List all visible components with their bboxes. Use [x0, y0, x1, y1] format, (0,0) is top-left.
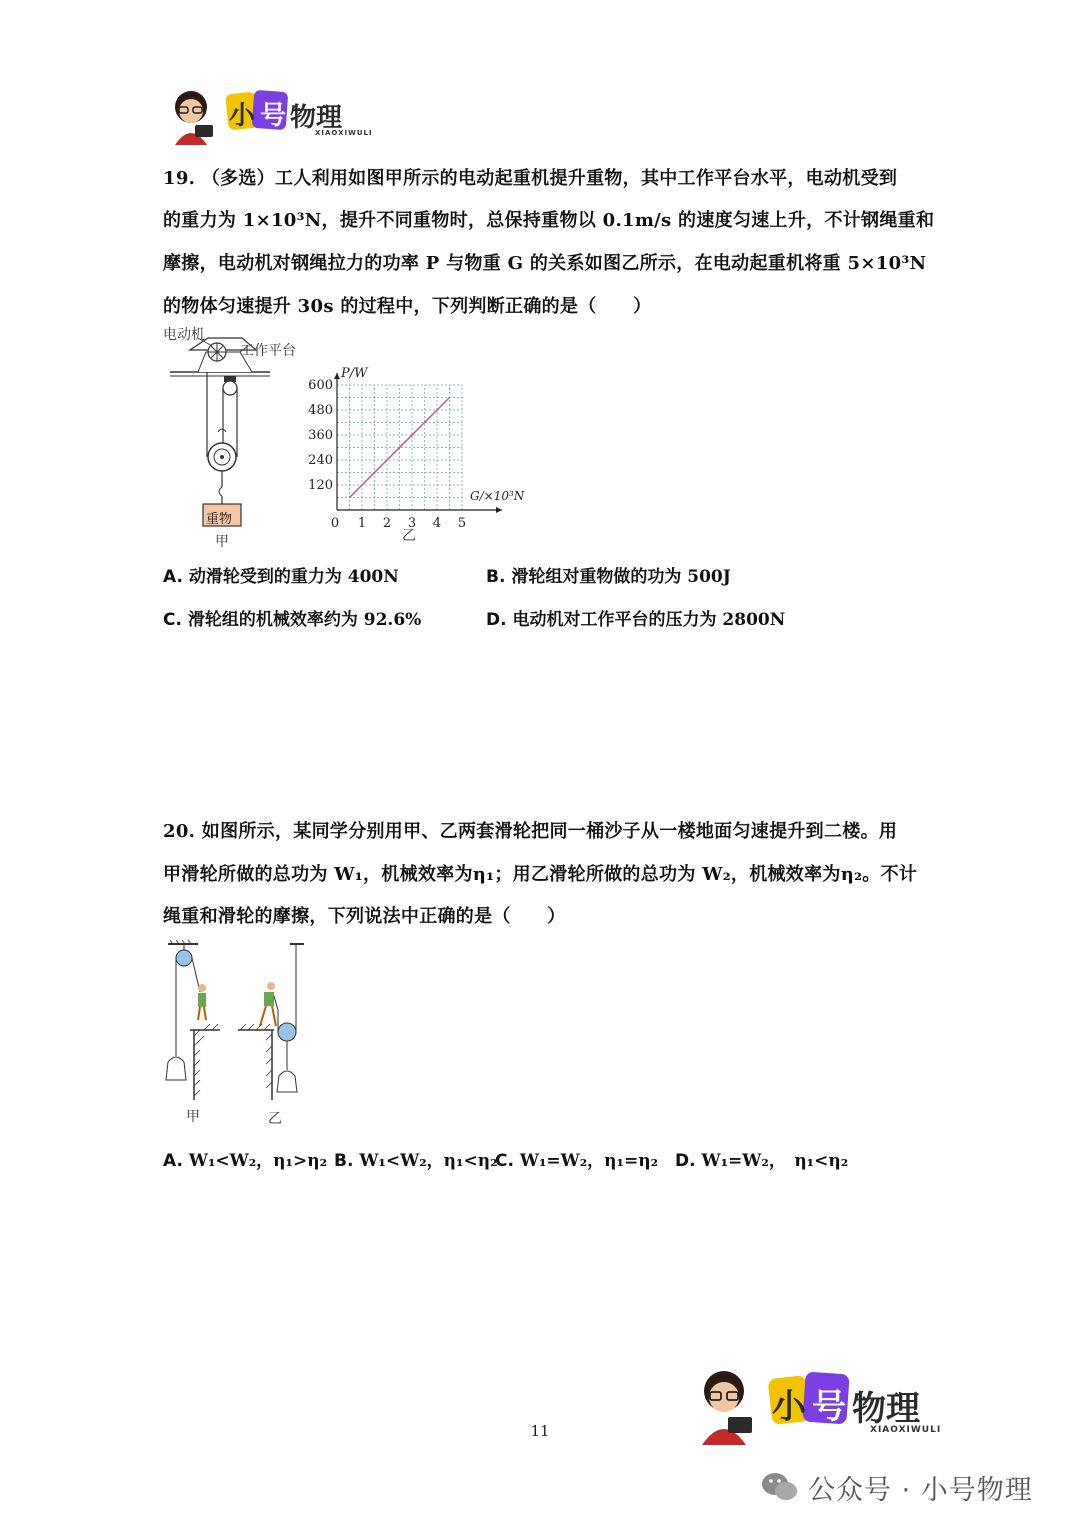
watermark-text: 公众号 · 小号物理	[808, 1475, 1033, 1506]
option-letter: B.	[334, 1151, 354, 1171]
option-letter: D.	[675, 1151, 696, 1171]
y-tick-label: 240	[308, 453, 333, 468]
q19-line-1: 19. （多选）工人利用如图甲所示的电动起重机提升重物，其中工作平台水平，电动机受到	[163, 168, 898, 189]
option-letter: A.	[163, 1151, 183, 1171]
figure-jia-caption: 甲	[215, 534, 229, 550]
x-tick-label: 2	[382, 516, 392, 531]
q19-option-b[interactable]	[486, 562, 731, 587]
y-tick-label: 600	[308, 378, 333, 393]
x-tick-label: 5	[457, 516, 467, 531]
option-text: 动滑轮受到的重力为 400N	[188, 567, 399, 587]
option-text: W₁<W₂，η₁>η₂	[188, 1151, 328, 1171]
y-tick-label: 360	[308, 428, 333, 443]
header-logo	[165, 85, 375, 147]
option-text: 滑轮组的机械效率约为 92.6%	[187, 610, 422, 630]
x-axis-arrow	[496, 507, 502, 513]
x-axis-label: G/×10³N	[470, 489, 525, 503]
option-text: 滑轮组对重物做的功为 500J	[511, 567, 731, 587]
q19-line-4: 的物体匀速提升 30s 的过程中，下列判断正确的是（ ）	[163, 296, 652, 317]
chart-caption: 乙	[402, 528, 416, 544]
option-letter: A.	[163, 567, 183, 587]
y-axis-arrow	[334, 373, 340, 379]
q20-caption-jia: 甲	[186, 1109, 200, 1125]
pulley-scenes	[160, 940, 320, 1130]
option-letter: C.	[495, 1151, 514, 1171]
platform-label: 工作平台	[240, 343, 296, 359]
brand-char-3: 物理	[290, 103, 343, 133]
x-tick-label: 4	[432, 516, 442, 531]
brand-romanized: XIAOXIWULI	[315, 129, 373, 137]
origin-label: 0	[330, 516, 340, 531]
q20-caption-yi: 乙	[268, 1111, 282, 1127]
option-text: W₁=W₂， η₁<η₂	[701, 1151, 849, 1171]
q20-line-2: 甲滑轮所做的总功为 W₁，机械效率为η₁；用乙滑轮所做的总功为 W₂，机械效率为η₂。不计	[163, 864, 918, 885]
x-tick-label: 1	[357, 516, 367, 531]
p-g-chart	[300, 360, 540, 550]
option-letter: B.	[486, 567, 506, 587]
q20-option-d[interactable]	[675, 1146, 848, 1171]
y-tick-label: 120	[308, 478, 333, 493]
q19-option-c[interactable]	[163, 605, 421, 630]
wechat-icon	[760, 1470, 800, 1508]
option-text: W₁=W₂，η₁=η₂	[519, 1151, 659, 1171]
figure-yi-chart	[300, 360, 540, 550]
q20-line-3: 绳重和滑轮的摩擦，下列说法中正确的是（ ）	[163, 906, 566, 927]
brand-char-1: 小	[229, 101, 256, 131]
q19-line-3: 摩擦，电动机对钢绳拉力的功率 P 与物重 G 的关系如图乙所示，在电动起重机将重 5×10³N	[163, 253, 927, 274]
footer-brand-char-1: 小	[772, 1387, 806, 1427]
y-tick-label: 480	[308, 403, 333, 418]
q20-option-c[interactable]	[495, 1146, 658, 1171]
figure-jia-crane	[160, 322, 310, 552]
y-axis-label: P/W	[341, 366, 368, 381]
footer-brand-romanized: XIAOXIWULI	[870, 1425, 942, 1435]
brand-char-2: 号	[260, 101, 287, 131]
q19-line-2: 的重力为 1×10³N，提升不同重物时，总保持重物以 0.1m/s 的速度匀速上升，不计钢绳重和	[163, 210, 935, 231]
q20-line-1: 20. 如图所示，某同学分别用甲、乙两套滑轮把同一桶沙子从一楼地面匀速提升到二楼。用	[163, 821, 898, 842]
option-text: W₁<W₂，η₁<η₂	[359, 1151, 498, 1171]
option-letter: D.	[486, 610, 507, 630]
option-letter: C.	[163, 610, 182, 630]
footer-brand-char-2: 号	[812, 1387, 846, 1427]
q19-option-a[interactable]	[163, 562, 399, 587]
figure-q20-pulleys	[160, 940, 320, 1130]
q19-option-d[interactable]	[486, 605, 785, 630]
q20-option-b[interactable]	[334, 1146, 498, 1171]
x-tick-label: 3	[407, 516, 417, 531]
page-number: 11	[530, 1422, 550, 1440]
motor-label: 电动机	[163, 327, 205, 343]
option-text: 电动机对工作平台的压力为 2800N	[512, 610, 786, 630]
q20-option-a[interactable]	[163, 1146, 327, 1171]
weight-label: 重物	[206, 512, 233, 527]
footer-brand-char-3: 物理	[852, 1389, 920, 1429]
